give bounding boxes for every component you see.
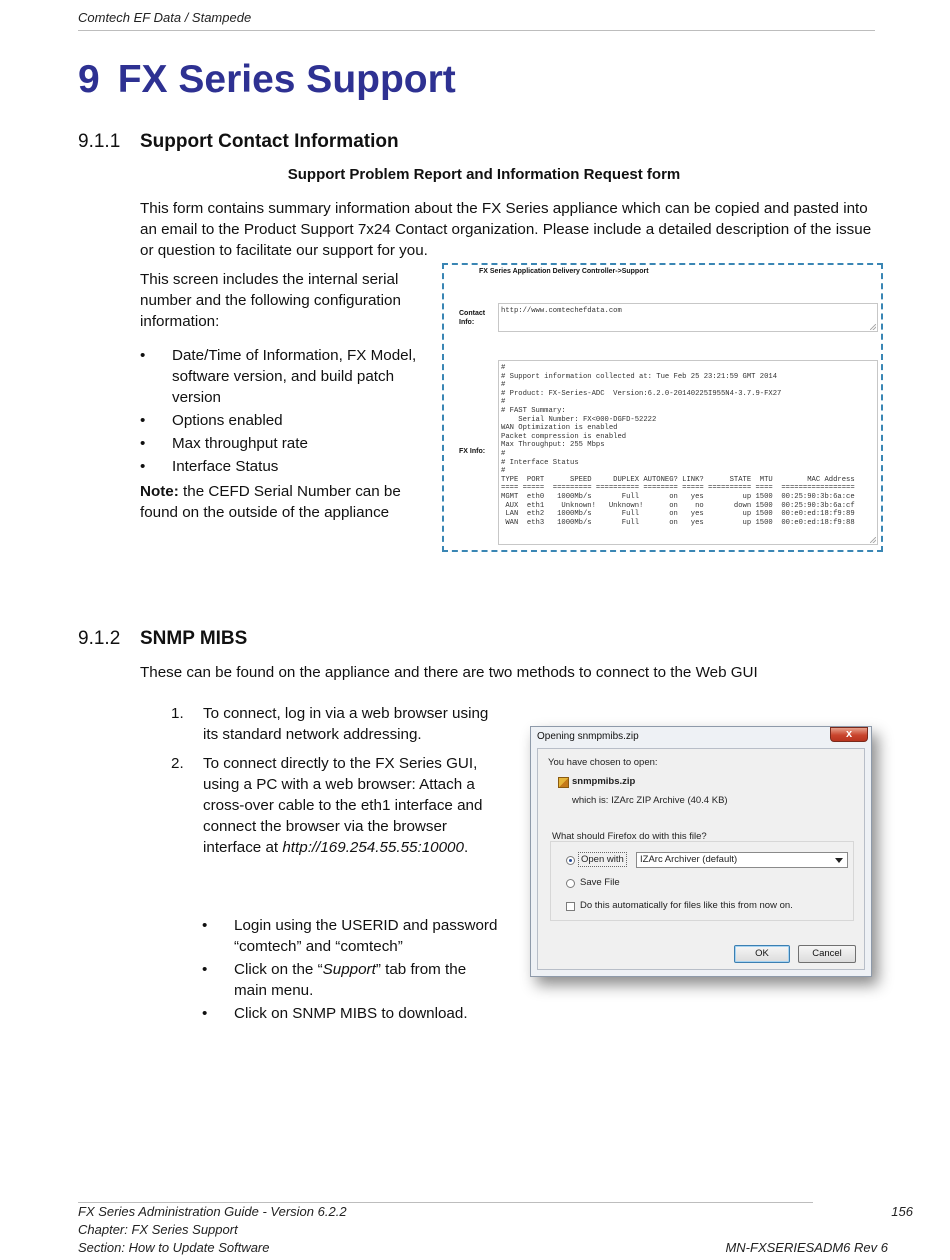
chevron-down-icon (835, 858, 843, 863)
open-with-radio[interactable] (566, 856, 575, 865)
chosen-label: You have chosen to open: (548, 757, 658, 768)
file-name: snmpmibs.zip (572, 776, 636, 787)
dialog-body (537, 748, 865, 970)
footer-section: Section: How to Update Software (78, 1240, 270, 1255)
ok-button[interactable]: OK (734, 945, 790, 963)
section-intro-paragraph: This form contains summary information about the FX Series appliance which can be copied and pasted into an email to the Product Support 7x24 Contact organization. Please include a detailed description of the issue or question to facilitate our support for you. (140, 200, 872, 259)
section-title: Support Contact Information (140, 131, 399, 152)
fx-info-textarea[interactable] (498, 360, 878, 545)
config-info-list (140, 345, 430, 479)
file-type-info: which is: IZArc ZIP Archive (40.4 KB) (572, 795, 728, 806)
form-title: Support Problem Report and Information Request form (287, 166, 681, 183)
list-item: • Click on the “Support” tab from the main menu. (202, 961, 467, 999)
support-screenshot-panel (442, 263, 883, 552)
save-file-label[interactable]: Save File (580, 877, 620, 888)
note-paragraph (140, 481, 432, 523)
screen-description-paragraph: This screen includes the internal serial number and the following configuration information: (140, 271, 401, 330)
open-with-label[interactable]: Open with (578, 852, 627, 867)
footer-divider (78, 1202, 813, 1203)
list-item: • Click on SNMP MIBS to download. (202, 1005, 468, 1022)
bullet-icon: • (140, 347, 146, 364)
resize-grip-icon[interactable] (870, 537, 876, 543)
file-open-dialog (530, 726, 872, 977)
page-header: Comtech EF Data / Stampede (78, 10, 252, 25)
close-button[interactable] (830, 727, 868, 742)
open-with-value: IZArc Archiver (default) (640, 854, 738, 865)
open-with-select[interactable] (636, 852, 848, 868)
chapter-number: 9 (78, 58, 100, 101)
cancel-button[interactable]: Cancel (798, 945, 856, 963)
auto-checkbox[interactable] (566, 902, 575, 911)
dialog-title: Opening snmpmibs.zip (537, 731, 639, 742)
bullet-icon: • (202, 917, 208, 934)
contact-info-value: http://www.comtechefdata.com (501, 307, 622, 315)
footer-guide-title: FX Series Administration Guide - Version 6.2.2 (78, 1204, 347, 1219)
section-number: 9.1.1 (78, 131, 121, 152)
note-label: Note: (140, 483, 179, 500)
list-item: 1. To connect, log in via a web browser using its standard network addressing. (171, 705, 489, 743)
section-title: SNMP MIBS (140, 628, 248, 649)
connection-steps-list (171, 703, 496, 866)
document-id: MN-FXSERIESADM6 Rev 6 (725, 1240, 888, 1255)
download-instructions-list (202, 915, 502, 1026)
chapter-title-text: FX Series Support (117, 58, 456, 101)
header-divider (78, 30, 875, 31)
bullet-icon: • (202, 1005, 208, 1022)
section-heading-support-contact (78, 131, 399, 153)
contact-info-textarea[interactable] (498, 303, 878, 332)
list-item: • Interface Status (140, 458, 279, 475)
fx-info-label: FX Info: (459, 448, 486, 455)
bullet-icon: • (140, 412, 146, 429)
page-number: 156 (891, 1204, 913, 1219)
resize-grip-icon[interactable] (870, 324, 876, 330)
list-item: • Login using the USERID and password “comtech” and “comtech” (202, 917, 498, 955)
support-panel-title: FX Series Application Delivery Controller->Support (479, 268, 649, 275)
close-icon: x (845, 728, 853, 740)
chapter-title (78, 58, 456, 102)
zip-file-icon (558, 777, 569, 788)
auto-label[interactable]: Do this automatically for files like this from now on. (580, 900, 793, 911)
bullet-icon: • (202, 961, 208, 978)
snmp-intro-paragraph: These can be found on the appliance and there are two methods to connect to the Web GUI (140, 664, 758, 681)
footer-chapter: Chapter: FX Series Support (78, 1222, 238, 1237)
save-file-radio[interactable] (566, 879, 575, 888)
list-item: 2. To connect directly to the FX Series GUI, using a PC with a web browser: Attach a cross-over cable to the eth1 interface and connect the browser via the browser interface at http://169.254.55.55:10000. (171, 755, 483, 856)
note-text: the CEFD Serial Number can be found on the outside of the appliance (140, 483, 401, 521)
bullet-icon: • (140, 435, 146, 452)
list-item: • Max throughput rate (140, 435, 308, 452)
browser-interface-url: http://169.254.55.55:10000 (282, 839, 464, 856)
fx-info-text: # # Support information collected at: Tue Feb 25 23:21:59 GMT 2014 # # Product: FX-Series-ADC Version:6.2.0-20140225I955N4-3.7.9-FX27 # # FAST Summary: Serial Number: FX<000-DGFD-52222 WAN Optimization is enabled Packet compression is enabled Max Throughput: 255 Mbps # # Interface Status # TYPE PORT SPEED DUPLEX AUTONEG? LINK? STATE MTU MAC Address ==== ===== ========= ========== ======== ===== ========== ==== ================= MGMT eth0 1000Mb/s Full on yes up 1500 00:25:90:3b:6a:ce AUX eth1 Unknown! Unknown! on no down 1500 00:25:90:3b:6a:cf LAN eth2 1000Mb/s Full on yes up 1500 00:e0:ed:18:f9:89 WAN eth3 1000Mb/s Full on yes up 1500 00:e0:ed:18:f9:88 (501, 364, 855, 527)
list-item: • Options enabled (140, 412, 283, 429)
section-heading-snmp-mibs (78, 628, 247, 650)
section-number: 9.1.2 (78, 628, 121, 649)
contact-info-label: Contact Info: (459, 310, 486, 326)
action-question: What should Firefox do with this file? (552, 831, 707, 842)
bullet-icon: • (140, 458, 146, 475)
list-item: • Date/Time of Information, FX Model, software version, and build patch version (140, 347, 417, 406)
